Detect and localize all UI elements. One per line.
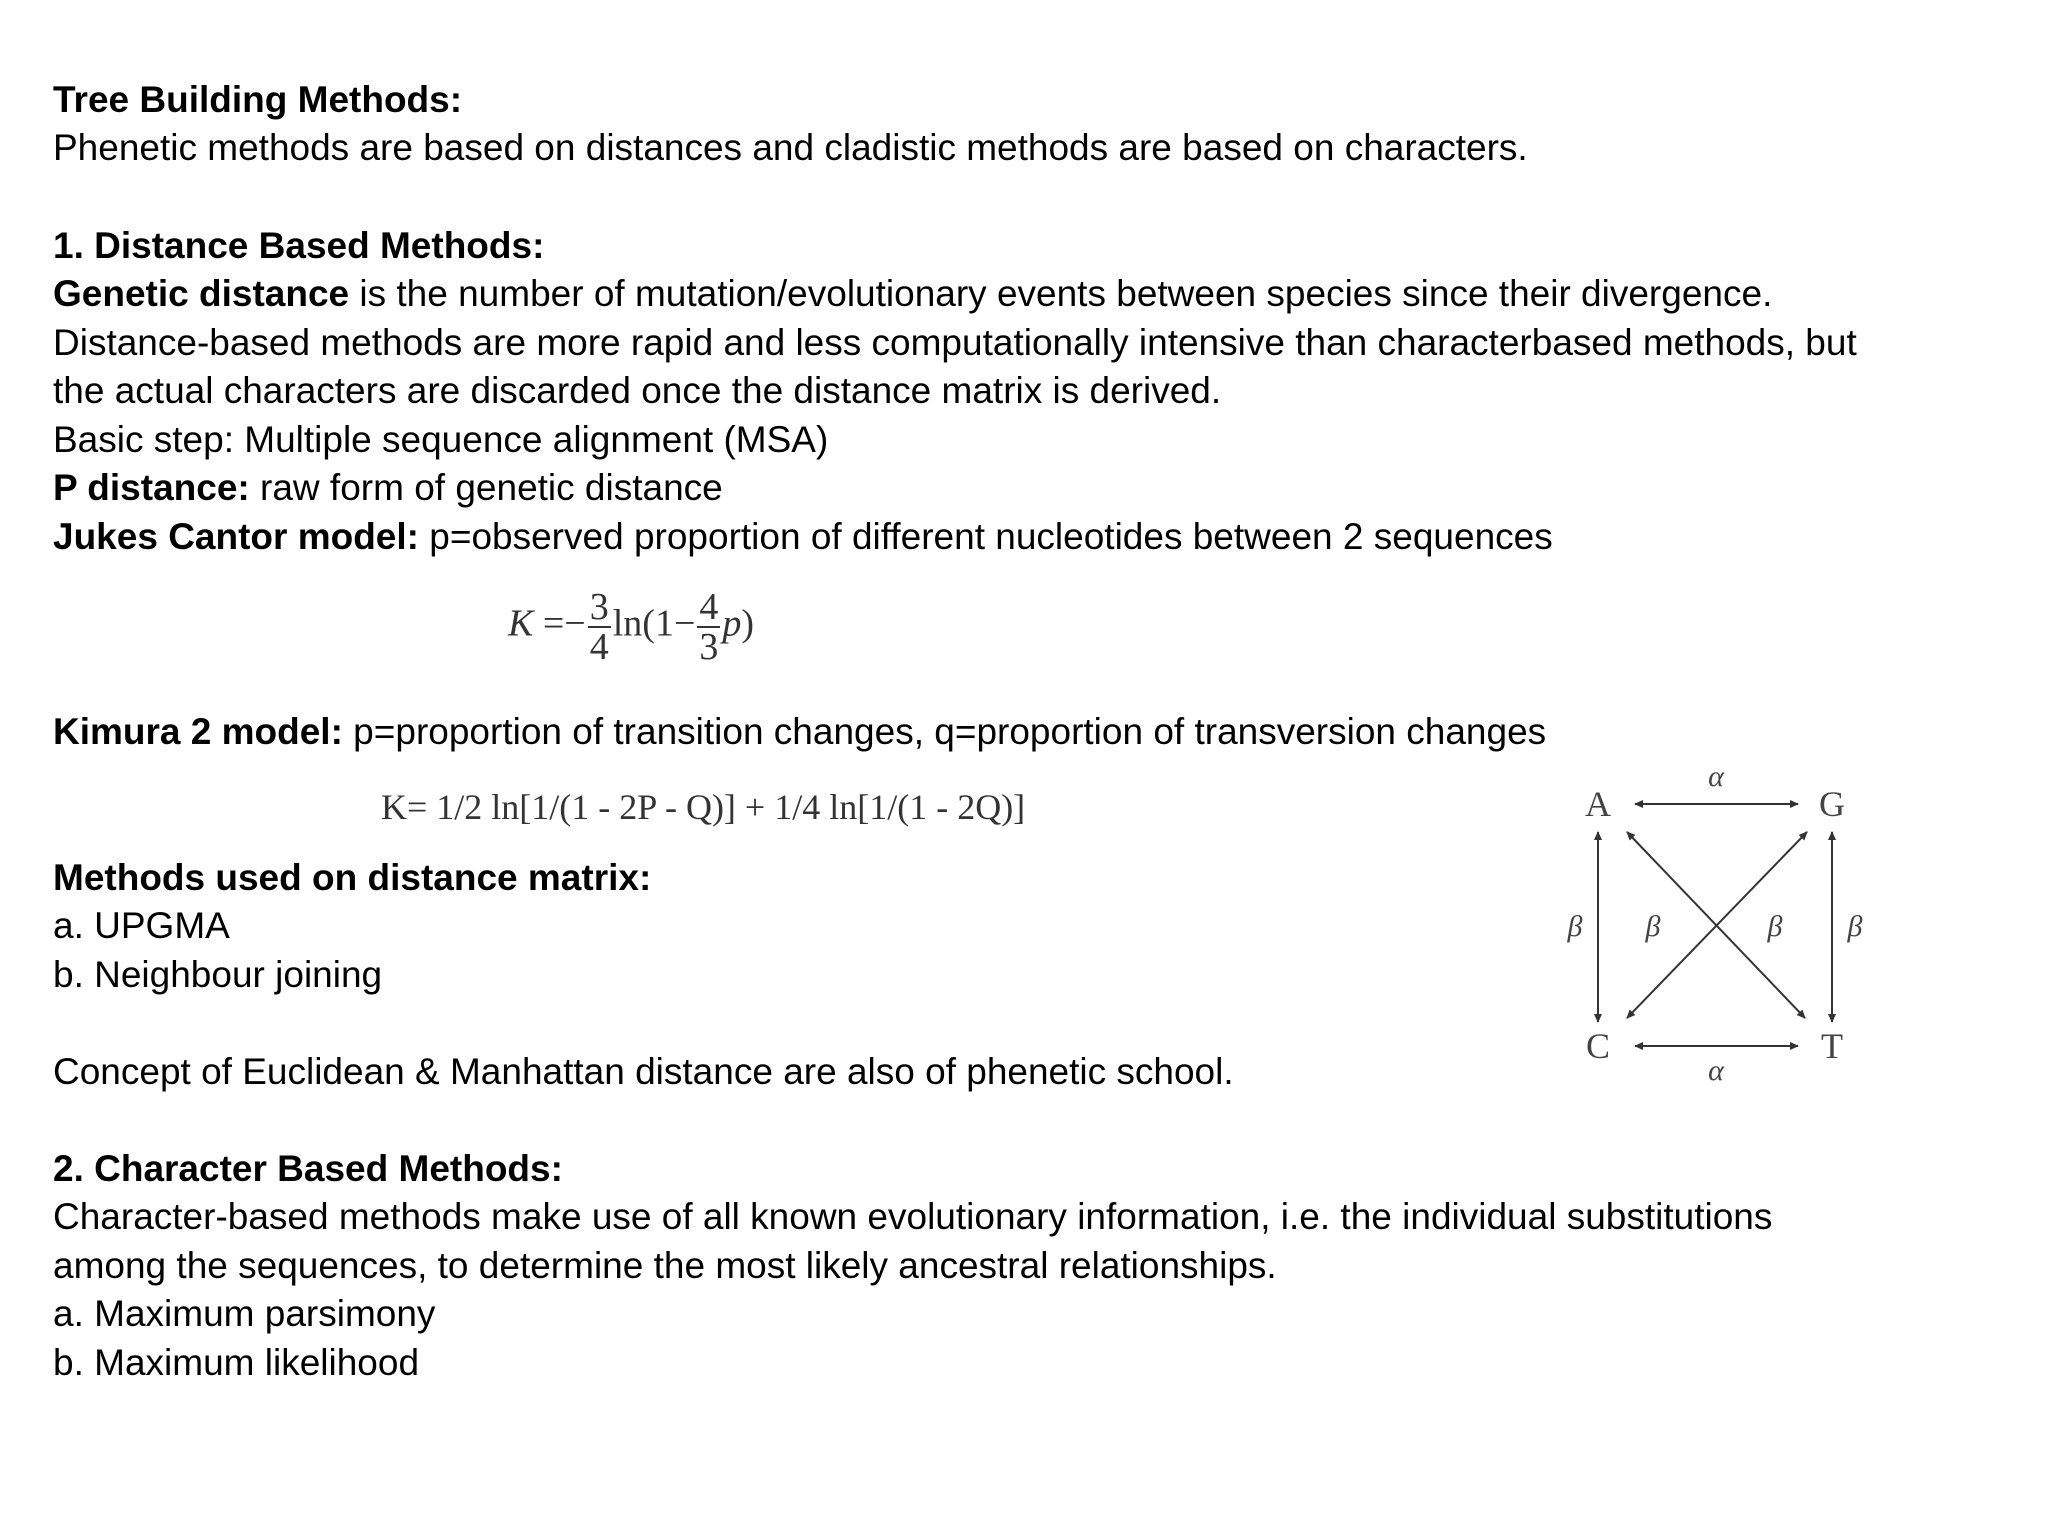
formula-eq: = [542,602,565,645]
fraction-denominator: 4 [589,626,609,668]
fraction-3-4 [588,588,611,666]
basic-step-text: Basic step: Multiple sequence alignment (MSA) [53,419,829,460]
formula-k: K [508,602,534,645]
substitution-diagram-svg [1545,760,1875,1090]
formula-close: ) [741,602,755,645]
node-a: A [1585,784,1611,824]
kimura-line [53,708,1546,756]
jukes-cantor-line [53,513,1553,561]
genetic-distance-term: Genetic distance [53,273,350,314]
formula-ln: ln(1 [612,602,674,645]
formula-p: p [722,602,742,645]
jukes-cantor-formula [508,588,828,698]
method-neighbour-joining: b. Neighbour joining [53,954,383,995]
jukes-cantor-term: Jukes Cantor model: [53,516,419,557]
genetic-distance-text: is the number of mutation/evolutionary events between species since their divergence. [349,273,1773,314]
alpha-label-bottom: α [1708,1054,1724,1087]
node-c: C [1585,1026,1611,1066]
genetic-distance-line [53,270,1772,318]
page-title: Tree Building Methods: [53,79,463,120]
p-distance-term: P distance: [53,467,250,508]
p-distance-line [53,464,723,512]
jukes-cantor-text: p=observed proportion of different nucleotides between 2 sequences [418,516,1553,557]
intro-text: Phenetic methods are based on distances and cladistic methods are based on characters. [53,127,1528,168]
distance-line3: the actual characters are discarded once the distance matrix is derived. [53,370,1222,411]
node-t: T [1821,1026,1843,1066]
fraction-numerator: 4 [699,586,719,628]
beta-label-inner-right: β [1767,910,1783,943]
beta-label-left: β [1567,910,1583,943]
fraction-4-3 [697,588,720,666]
formula-minus: − [564,602,586,645]
kimura-text: p=proportion of transition changes, q=proportion of transversion changes [342,711,1547,752]
methods-heading: Methods used on distance matrix: [53,857,652,898]
kimura-term: Kimura 2 model: [53,711,343,752]
character-line2: among the sequences, to determine the most likely ancestral relationships. [53,1245,1277,1286]
fraction-denominator: 3 [699,626,719,668]
distance-line2: Distance-based methods are more rapid and less computationally intensive than characterbased methods, but [53,322,1857,363]
p-distance-text: raw form of genetic distance [249,467,723,508]
section1-heading: 1. Distance Based Methods: [53,225,545,266]
beta-label-inner-left: β [1645,910,1661,943]
node-g: G [1819,784,1845,824]
method-maximum-likelihood: b. Maximum likelihood [53,1342,420,1383]
alpha-label-top: α [1708,760,1724,793]
character-line1: Character-based methods make use of all known evolutionary information, i.e. the individual substitutions [53,1196,1773,1237]
substitution-diagram [1545,760,1875,1090]
method-maximum-parsimony: a. Maximum parsimony [53,1293,436,1334]
euclidean-text: Concept of Euclidean & Manhattan distance are also of phenetic school. [53,1051,1234,1092]
section2-heading: 2. Character Based Methods: [53,1148,563,1189]
method-upgma: a. UPGMA [53,905,230,946]
kimura-formula: K= 1/2 ln[1/(1 - 2P - Q)] + 1/4 ln[1/(1 - 2Q)] [381,787,1026,827]
beta-label-right: β [1847,910,1863,943]
formula-minus2: − [673,602,696,645]
fraction-numerator: 3 [589,586,609,628]
